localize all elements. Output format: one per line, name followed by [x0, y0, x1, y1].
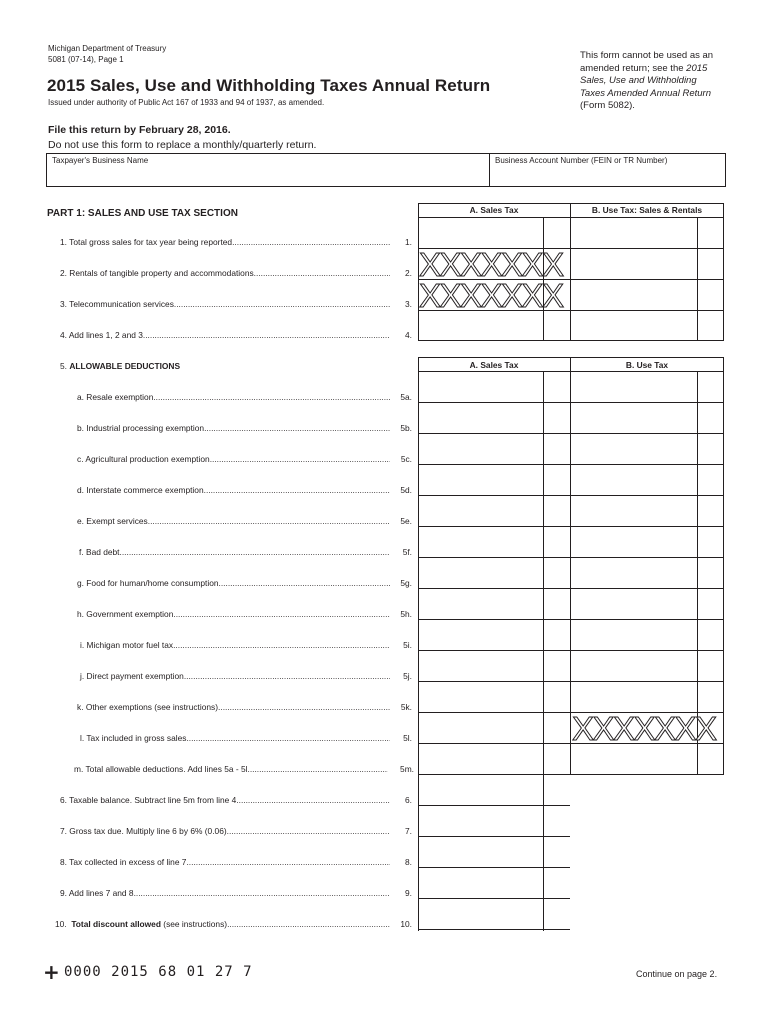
note-line-4: (Form 5082). [580, 100, 635, 111]
line6-ref: 6. [405, 795, 412, 805]
line10-ref: 10. [400, 919, 412, 929]
note-line-2: amended return; see the [580, 62, 684, 74]
line5m-label: m. Total allowable deductions. Add lines 5a - 5l. ..... [74, 764, 388, 774]
line5j-ref: 5j. [403, 671, 412, 681]
line5h-label: h. Government exemption ..... [77, 609, 390, 619]
line8-ref: 8. [405, 857, 412, 867]
note-italic-2: Sales, Use and Withholding [580, 75, 697, 86]
line5l-ref: 5l. [403, 733, 412, 743]
note-line-1: This form cannot be used as an [580, 50, 714, 61]
line2-label: 2. Rentals of tangible property and accommodations ..... [60, 268, 390, 278]
line5c-label: c. Agricultural production exemption ..... [77, 454, 390, 464]
note-italic-1: 2015 [686, 62, 708, 74]
line5f-ref: 5f. [402, 547, 412, 557]
continue-note: Continue on page 2. [636, 969, 718, 979]
line5g-label: g. Food for human/home consumption ..... [77, 578, 390, 588]
line9-ref: 9. [405, 888, 412, 898]
line3-label: 3. Telecommunication services ..... [60, 299, 390, 309]
x-mark-line2: XXXXXXX [419, 250, 563, 280]
line5a-label: a. Resale exemption ..... [77, 392, 390, 402]
agency-name: Michigan Department of Treasury [48, 44, 167, 53]
line1-ref: 1. [405, 237, 412, 247]
line4-sales-tax-input[interactable] [419, 311, 543, 341]
deductions-title: 5. ALLOWABLE DEDUCTIONS [60, 361, 181, 371]
business-info-divider [489, 153, 490, 187]
line9-label: 9. Add lines 7 and 8 ..... [60, 888, 390, 898]
form-title: 2015 Sales, Use and Withholding Taxes Annual Return [47, 76, 491, 95]
line5c-ref: 5c. [400, 454, 412, 464]
line5h-ref: 5h. [400, 609, 412, 619]
line5b-ref: 5b. [400, 423, 412, 433]
deductions-col-a-header: A. Sales Tax [469, 360, 519, 370]
line5j-label: j. Direct payment exemption ..... [80, 671, 390, 681]
line5i-label: i. Michigan motor fuel tax ..... [80, 640, 390, 650]
amended-note [580, 50, 750, 113]
line5b-label: b. Industrial processing exemption ..... [77, 423, 390, 433]
line2-use-tax-input[interactable] [571, 249, 697, 279]
line7-label: 7. Gross tax due. Multiply line 6 by 6% (0.06). ..... [60, 826, 390, 836]
line5a-ref: 5a. [400, 392, 412, 402]
part1-col-a-header: A. Sales Tax [469, 205, 519, 215]
x-mark-line5l: XXXXXXX [572, 714, 716, 744]
line5i-ref: 5i. [403, 640, 412, 650]
line3-ref: 3. [405, 299, 412, 309]
form-code: 5081 (07-14), Page 1 [48, 55, 124, 64]
line5k-label: k. Other exemptions (see instructions) ..... [77, 702, 390, 712]
line7-ref: 7. [405, 826, 412, 836]
part1-col-b-header: B. Use Tax: Sales & Rentals [591, 205, 703, 215]
note-italic-3: Taxes Amended Annual Return [580, 87, 711, 99]
line2-ref: 2. [405, 268, 412, 278]
deductions-col-b-header: B. Use Tax [625, 360, 669, 370]
line5f-label: f. Bad debt ..... [79, 547, 390, 557]
authority-text: Issued under authority of Public Act 167 of 1933 and 94 of 1937, as amended. [48, 98, 325, 107]
line10-label: 10. Total discount allowed (see instructions) ..... [55, 919, 390, 929]
line8-label: 8. Tax collected in excess of line 7 ..... [60, 857, 390, 867]
line3-use-tax-input[interactable] [571, 280, 697, 310]
line5l-label: l. Tax included in gross sales ..... [80, 733, 390, 743]
line5e-label: e. Exempt services ..... [77, 516, 390, 526]
line1-label: 1. Total gross sales for tax year being reported ..... [60, 237, 390, 247]
line5d-label: d. Interstate commerce exemption ..... [77, 485, 390, 495]
business-name-label: Taxpayer's Business Name [52, 156, 149, 165]
plus-mark: + [43, 960, 60, 984]
account-number-label: Business Account Number (FEIN or TR Number) [495, 156, 668, 165]
business-name-field[interactable] [52, 168, 482, 183]
line5g-ref: 5g. [400, 578, 412, 588]
line5e-ref: 5e. [400, 516, 412, 526]
file-by-date: File this return by February 28, 2016. [48, 124, 231, 136]
line4-ref: 4. [405, 330, 412, 340]
line4-use-tax-input[interactable] [571, 311, 697, 341]
x-mark-line3: XXXXXXX [419, 281, 563, 311]
account-number-field[interactable] [495, 168, 719, 183]
line5k-ref: 5k. [400, 702, 412, 712]
line5d-ref: 5d. [400, 485, 412, 495]
line5m-ref: 5m. [400, 764, 414, 774]
line1-sales-tax-input[interactable] [419, 218, 543, 248]
line4-label: 4. Add lines 1, 2 and 3 ..... [60, 330, 390, 340]
deductions-grid [418, 357, 724, 931]
do-not-use-notice: Do not use this form to replace a monthly/quarterly return. [48, 139, 317, 151]
line6-label: 6. Taxable balance. Subtract line 5m from line 4 ..... [60, 795, 390, 805]
part1-title: PART 1: SALES AND USE TAX SECTION [47, 208, 238, 219]
form-barcode-number: 0000 2015 68 01 27 7 [64, 964, 253, 980]
line1-use-tax-input[interactable] [571, 218, 697, 248]
